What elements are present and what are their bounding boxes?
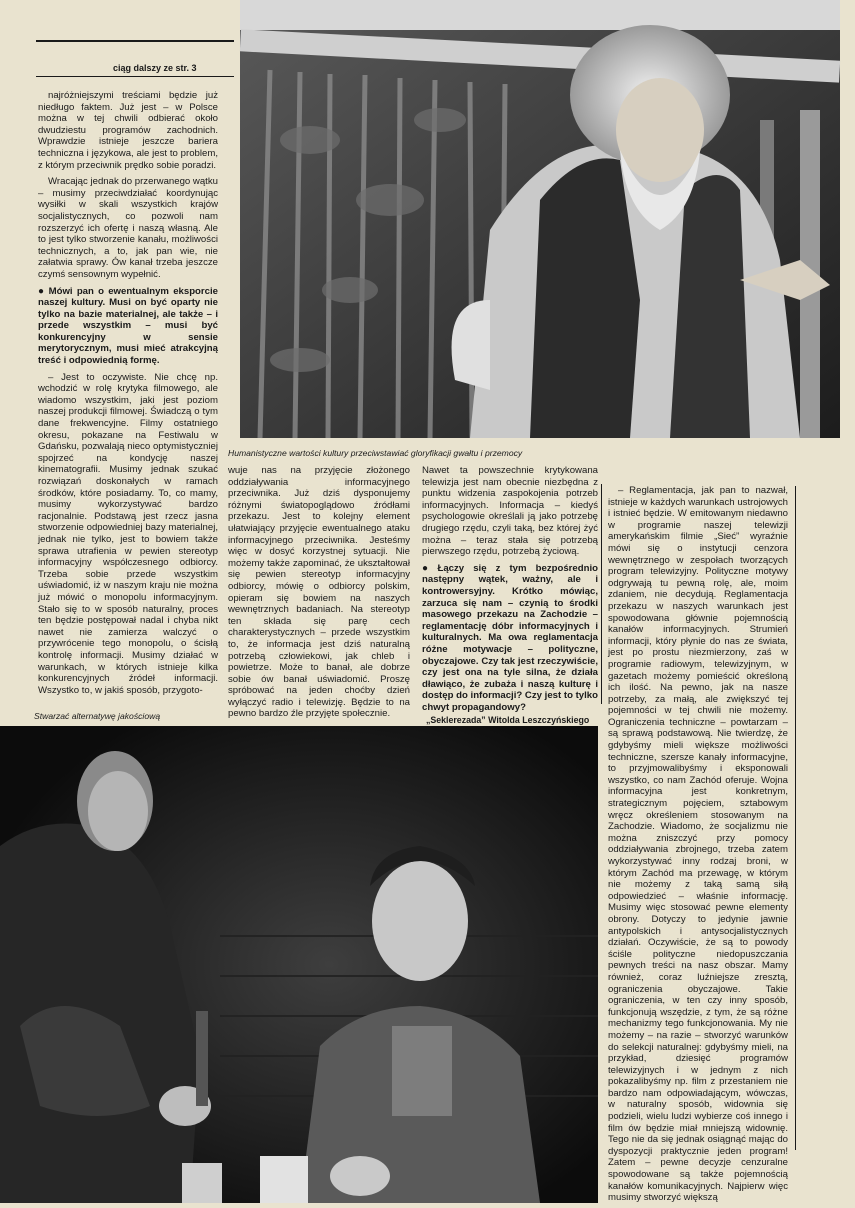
column-divider [601,484,602,704]
film-author: Witolda Leszczyńskiego [488,715,590,725]
header-rule-bottom [36,76,234,77]
column-4-rule [795,486,796,1150]
paragraph: Wracając jednak do przerwanego wątku – musimy przeciwdziałać koordynując wysiłki w skali wszystkich krajów socjalistycznych, co pozwoli nam rozszerzyć ich ofertę i naszą własną. Ale to jest tylko stworzenie kanału, możliwości technicznych, a to, jak pan wie, nie załatwia sprawy. Ów kanał trzeba jeszcze czymś sensownym wypełnić. [38,176,218,280]
bullet-icon: ● [422,562,435,574]
question-text: Łączy się z tym bezpośrednio następny wątek, ważny, ale i kontrowersyjny. Krótko mówiąc, zarzuca się nam – czynią to środki masowego przekazu na Zachodzie – reglamentację dóbr informacyjnych i kulturalnych. Ma owa reglamentacja różne motywacje – polityczne, obyczajowe. Czy tak jest rzeczywiście, czy jest ona na tyle silna, że działa dławiąco, że zubaża i naszą kulturę i dostęp do informacji? Czy jest to tylko chwyt propagandowy? [422,562,598,713]
paragraph: – Jest to oczywiste. Nie chcę np. wchodzić w rolę krytyka filmowego, ale wiadomo wszystkim, jaki jest poziom naszej produkcji filmowej. Świadczą o tym dane frekwencyjne. Filmy ostatniego okresu, pokazane na Festiwalu w Gdańsku, pozwalają nieco optymistyczniej spojrzeć na kondycję naszej kinematografii. Musimy jednak szukać rozwiązań doskonałych w ramach środków, które posiadamy. To, co mamy, musimy wykorzystywać bardzo racjonalnie. Podstawą jest rzecz jasna stworzenie odpowiedniej bazy materialnej, jednak nie tylko, jest to bowiem także sprawa utrafienia w pewien stereotyp informacyjny współczesnego odbiorcy. Trzeba sobie przede wszystkim uświadomić, iż w naszym kraju nie można już mówić o monopolu informacyjnym. Stało się to w sposób naturalny, proces ten będzie postępował nadal i chyba nikt nawet nie zamierza walczyć o przywrócenie tego monopolu, o ścisłą kontrolę informacji. Musimy działać w warunkach, w których istnieje kilka konkurencyjnych źródeł informacji. Wszystko to, w jakiś sposób, przygoto- [38,371,218,696]
article-column-1 [38,90,218,710]
bullet-icon: ● [38,285,46,297]
photo-old-man [240,0,840,438]
bottom-photo-caption: Stwarzać alternatywę jakościową [34,711,161,721]
paragraph: wuje nas na przyjęcie złożonego oddziaływania informacyjnego przeciwnika. Już dziś dysponujemy różnymi światopoglądowo źródłami przekazu. Jest to kolejny element ułatwiający przyjęcie ewentualnego ataku informacyjnego przeciwnika. Jesteśmy więc w dosyć korzystnej sytuacji. Nie możemy także zapominać, że ukształtował się pewien stereotyp informacyjny odbiorcy, mówię o odbiorcy polskim, opieram się bowiem na naszych wewnętrznych badaniach. Na stereotyp ten składa się parę cech charakterystycznych – przede wszystkim to, że informacja jest dziś naturalną potrzebą człowiekowi, jak chleb i powietrze. Może to banał, ale dobrze sobie ów banał uświadomić. Proszę spróbować na jeden choćby dzień wyłączyć radio i telewizję. Będzie to na pewno bardzo źle przyjęte społecznie. [228,465,410,720]
article-column-4 [608,485,788,1204]
article-column-3 [422,465,598,713]
interview-question [38,286,218,367]
photo-two-men-image [0,726,598,1203]
article-column-2 [228,465,410,720]
question-text: Mówi pan o ewentualnym eksporcie naszej kultury. Musi on być oparty nie tylko na bazie materialnej, ale także – i przede wszystkim – musi być konkurencyjny w sensie merytorycznym, musi mieć atrakcyjną treść i odpowiednią formę. [38,285,218,367]
paragraph: – Reglamentacja, jak pan to nazwał, istnieje w każdych warunkach ustrojowych i istnieć będzie. W emitowanym niedawno w programie naszej telewizji amerykańskim filmie „Sieć” wyraźnie mówi się o instytucji cenzora wewnętrznego w zespołach tworzących program telewizyjny. Polityczne motywy odgrywają tu pewną rolę, ale, moim zdaniem, nie decydują. Reglamentacja przekazu w naszych warunkach jest spowodowana głównie pojemnością kanałów informacyjnych. Strumień informacji, który płynie do nas ze świata, jest po prostu niezmierzony, zaś w programie radiowym, telewizyjnym, w gazetach możemy pomieścić określoną ich ilość. Na pewno, jak na nasze potrzeby, za małą, ale zwiększyć tej pojemności w tej chwili nie możemy. Ograniczenia techniczne – powtarzam – są sprawą podstawową. Nie twierdzę, że gdybyśmy mieli większe możliwości techniczne, szersze kanały informacyjne, to przyjmowalibyśmy i eksponowali wszystko, co nam Zachód oferuje. Wojna informacyjna jest konkretnym, strategicznym pojęciem, sztabowym wręcz określeniem stosowanym na Zachodzie. Wiadomo, że socjalizmu nie można zniszczyć przy pomocy oddziaływania zbrojnego, trzeba zatem wykorzystywać inny rodzaj broni, w którym Zachód ma przewagę, w którym nie możemy z taką samą siłą odpowiedzieć – właśnie informację. Musimy więc stosować pewne elementy obrony. Dotyczy to jedynie jawnie antypolskich i antysocjalistycznych działań. Oczywiście, że są to powody ściśle polityczne niedopuszczania pewnych treści na nasz obszar. Mamy również, coraz luźniejsze zresztą, ograniczenia obyczajowe. Takie ograniczenia, w ten czy inny sposób, funkcjonują wszędzie, z tym, że są różne mechanizmy tego funkcjonowania. My nie możemy – na razie – stworzyć warunków do selekcji naturalnej: gdybyśmy mieli, na przykład, dziesięć programów telewizyjnych i w jednym z nich pokazalibyśmy np. film z przestaniem nie bardzo nam odpowiadającym, wówczas, w naturalny sposób, widownia się podzieli, wielu ludzi wybierze coś innego i film ów będzie miał mniejszą widownię. Tego nie da się jednak osiągnąć mając do dyspozycji praktycznie jeden program! Zatem – pewne decyzje cenzuralne spowodowane są także pojemnością kanałów komunikacyjnych. Najpierw więc musimy stworzyć większą [608,485,788,1204]
paragraph: najróżniejszymi treściami będzie już niedługo faktem. Już jest – w Polsce można w tej chwili odbierać około dwudziestu programów zachodnich. Wprawdzie istnieje jeszcze bariera techniczna i językowa, ale jest to problem, z którym przeciwnik prędko sobie poradzi. [38,90,218,171]
continued-label: ciąg dalszy ze str. 3 [113,63,197,73]
interview-question [422,563,598,714]
paragraph: Nawet ta powszechnie krytykowana telewizja jest nam obecnie niezbędna z punktu widzenia zaspokojenia potrzeb informacyjnych. Informacja – kiedyś psychologowie określali ją jako potrzebę drugiego rzędu, czyli taką, bez której żyć można – teraz stała się potrzebą pierwszego rzędu, potrzebą życiową. [422,465,598,558]
top-photo-caption: Humanistyczne wartości kultury przeciwstawiać gloryfikacji gwałtu i przemocy [228,448,523,458]
header-rule-top [36,40,234,42]
film-credit [426,715,589,725]
film-title: „Seklerezada” [426,715,486,725]
photo-two-men [0,726,598,1203]
photo-old-man-image [240,0,840,438]
